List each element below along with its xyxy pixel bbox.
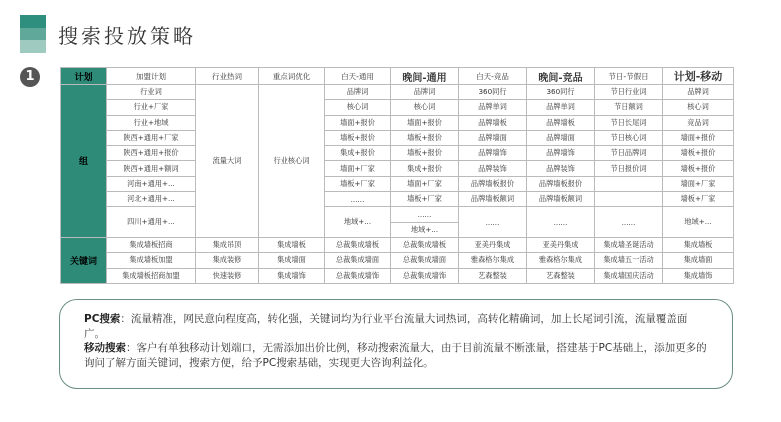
column-header: 白天-竞品 — [459, 68, 527, 85]
table-cell: 总裁集成墙面 — [391, 253, 459, 268]
table-cell: 360同行 — [527, 85, 595, 100]
table-cell: 集成墙板 — [663, 237, 734, 252]
table-cell: 品牌墙饰 — [527, 146, 595, 161]
table-cell: 节日品牌词 — [595, 146, 663, 161]
table-cell: 集成墙面 — [663, 253, 734, 268]
table-cell: 墙面+报价 — [663, 130, 734, 145]
table-cell: 地域+... — [391, 222, 459, 237]
column-header: 白天-通用 — [325, 68, 391, 85]
table-cell: 品牌词 — [663, 85, 734, 100]
table-cell: 核心词 — [663, 100, 734, 115]
table-row — [61, 85, 734, 100]
table-cell: ...... — [459, 207, 527, 238]
table-cell: 总裁集成墙饰 — [391, 268, 459, 283]
table-cell: 河北+通用+... — [107, 192, 196, 207]
table-cell: 集成墙面 — [259, 253, 325, 268]
table-cell: 品牌装饰 — [527, 161, 595, 176]
plan-corner-cell: 计划 — [61, 68, 107, 85]
table-cell — [595, 192, 663, 207]
table-cell: 品牌墙面 — [459, 130, 527, 145]
keyword-label-cell: 关键词 — [61, 237, 107, 283]
column-header: 加盟计划 — [107, 68, 196, 85]
section-number-badge: 1 — [20, 67, 40, 87]
table-cell: 集成+报价 — [325, 146, 391, 161]
mobile-search-text: ：客户有单独移动计划端口，无需添加出价比例，移动搜索流量大，由于目前流量不断涨量，搭建基于PC基础上，添加更多的询问了解方面关键词，搜索方便，给予PC搜索基础，实现更大咨询利益化。 — [84, 342, 707, 369]
mobile-search-note — [84, 341, 708, 370]
table-cell: 节日报价词 — [595, 161, 663, 176]
table-cell: 陕西+通用+额词 — [107, 161, 196, 176]
table-cell: 集成墙板招商 — [107, 237, 196, 252]
table-cell: 集成墙国庆活动 — [595, 268, 663, 283]
column-header: 晚间-竞品 — [527, 68, 595, 85]
table-cell: 墙面+厂家 — [663, 176, 734, 191]
table-cell: 集成+报价 — [391, 161, 459, 176]
table-cell: 墙板+报价 — [325, 130, 391, 145]
table-cell — [595, 176, 663, 191]
table-cell: 墙面+厂家 — [391, 176, 459, 191]
table-cell: 品牌墙板报价 — [527, 176, 595, 191]
keyword-row — [61, 268, 734, 283]
table-cell: ...... — [325, 192, 391, 207]
table-cell: ...... — [527, 207, 595, 238]
table-cell: 品牌墙面 — [527, 130, 595, 145]
table-cell: 快速装修 — [196, 268, 259, 283]
table-row — [61, 192, 734, 207]
table-cell: 品牌词 — [391, 85, 459, 100]
page-title: 搜索投放策略 — [58, 23, 196, 48]
table-cell: 流量大词 — [196, 85, 259, 238]
pc-search-note — [84, 312, 708, 341]
table-cell: ...... — [595, 207, 663, 238]
table-cell: 地域+... — [663, 207, 734, 238]
table-cell: 墙面+报价 — [325, 115, 391, 130]
table-cell: ...... — [391, 207, 459, 222]
table-cell: 品牌墙板额词 — [527, 192, 595, 207]
table-cell: 墙板+报价 — [663, 146, 734, 161]
table-cell: 墙板+厂家 — [391, 192, 459, 207]
table-cell: 节日核心词 — [595, 130, 663, 145]
pc-search-text: ：流量精准，网民意向程度高，转化强，关键词均为行业平台流量大词热词，高转化精确词，加上长尾词引流，流量覆盖面广。 — [84, 313, 688, 340]
table-cell: 竞品词 — [663, 115, 734, 130]
column-header: 晚间-通用 — [391, 68, 459, 85]
table-cell: 品牌词 — [325, 85, 391, 100]
keyword-row — [61, 253, 734, 268]
table-cell: 总裁集成墙板 — [325, 237, 391, 252]
table-cell: 地域+... — [325, 207, 391, 238]
table-cell: 行业+地域 — [107, 115, 196, 130]
keyword-row — [61, 237, 734, 252]
table-row — [61, 115, 734, 130]
table-cell: 品牌单词 — [527, 100, 595, 115]
table-cell: 品牌墙板额词 — [459, 192, 527, 207]
table-cell: 亚美丹集成 — [527, 237, 595, 252]
table-cell: 艺森整装 — [527, 268, 595, 283]
table-row — [61, 161, 734, 176]
pc-search-label: PC搜索 — [84, 313, 121, 325]
table-cell: 集成墙板加盟 — [107, 253, 196, 268]
table-row — [61, 176, 734, 191]
table-cell: 总裁集成墙面 — [325, 253, 391, 268]
table-cell: 河南+通用+... — [107, 176, 196, 191]
column-header: 计划-移动 — [663, 68, 734, 85]
title-decoration-icon — [20, 15, 46, 53]
table-cell: 墙板+报价 — [391, 146, 459, 161]
table-cell: 墙面+报价 — [391, 115, 459, 130]
column-header: 节日-节假日 — [595, 68, 663, 85]
table-cell: 亚美丹集成 — [459, 237, 527, 252]
table-cell: 核心词 — [325, 100, 391, 115]
table-cell: 集成吊顶 — [196, 237, 259, 252]
column-header: 行业热词 — [196, 68, 259, 85]
table-cell: 集成墙板 — [259, 237, 325, 252]
notes-box — [59, 299, 733, 389]
table-cell: 雅森格尔集成 — [527, 253, 595, 268]
table-cell: 品牌墙板 — [459, 115, 527, 130]
table-cell: 节日额词 — [595, 100, 663, 115]
table-cell: 陕西+通用+报价 — [107, 146, 196, 161]
table-cell: 品牌墙板报价 — [459, 176, 527, 191]
table-cell: 集成墙圣诞活动 — [595, 237, 663, 252]
table-cell: 360同行 — [459, 85, 527, 100]
group-label-cell: 组 — [61, 85, 107, 238]
table-row — [61, 130, 734, 145]
table-row — [61, 146, 734, 161]
mobile-search-label: 移动搜索 — [84, 342, 126, 354]
table-cell: 行业+厂家 — [107, 100, 196, 115]
table-cell: 墙板+厂家 — [325, 176, 391, 191]
table-cell: 墙板+报价 — [391, 130, 459, 145]
table-cell: 集成装修 — [196, 253, 259, 268]
table-cell: 集成墙板招商加盟 — [107, 268, 196, 283]
table-row — [61, 100, 734, 115]
table-cell: 行业核心词 — [259, 85, 325, 238]
table-cell: 集成墙饰 — [663, 268, 734, 283]
table-row — [61, 207, 734, 222]
table-cell: 艺森整装 — [459, 268, 527, 283]
table-cell: 总裁集成墙饰 — [325, 268, 391, 283]
table-cell: 节日行业词 — [595, 85, 663, 100]
strategy-table — [60, 67, 734, 284]
table-cell: 品牌单词 — [459, 100, 527, 115]
table-header-row — [61, 68, 734, 85]
table-cell: 品牌墙饰 — [459, 146, 527, 161]
table-cell: 墙板+报价 — [663, 161, 734, 176]
table-cell: 集成墙饰 — [259, 268, 325, 283]
column-header: 重点词优化 — [259, 68, 325, 85]
table-cell: 品牌墙板 — [527, 115, 595, 130]
table-cell: 墙面+厂家 — [325, 161, 391, 176]
table-cell: 节日长尾词 — [595, 115, 663, 130]
table-cell: 雅森格尔集成 — [459, 253, 527, 268]
table-cell: 核心词 — [391, 100, 459, 115]
table-cell: 集成墙五一活动 — [595, 253, 663, 268]
table-cell: 总裁集成墙板 — [391, 237, 459, 252]
table-cell: 陕西+通用+厂家 — [107, 130, 196, 145]
page-header — [20, 14, 196, 54]
table-cell: 品牌装饰 — [459, 161, 527, 176]
table-cell: 行业词 — [107, 85, 196, 100]
table-cell: 墙板+厂家 — [663, 192, 734, 207]
table-cell: 四川+通用+... — [107, 207, 196, 238]
